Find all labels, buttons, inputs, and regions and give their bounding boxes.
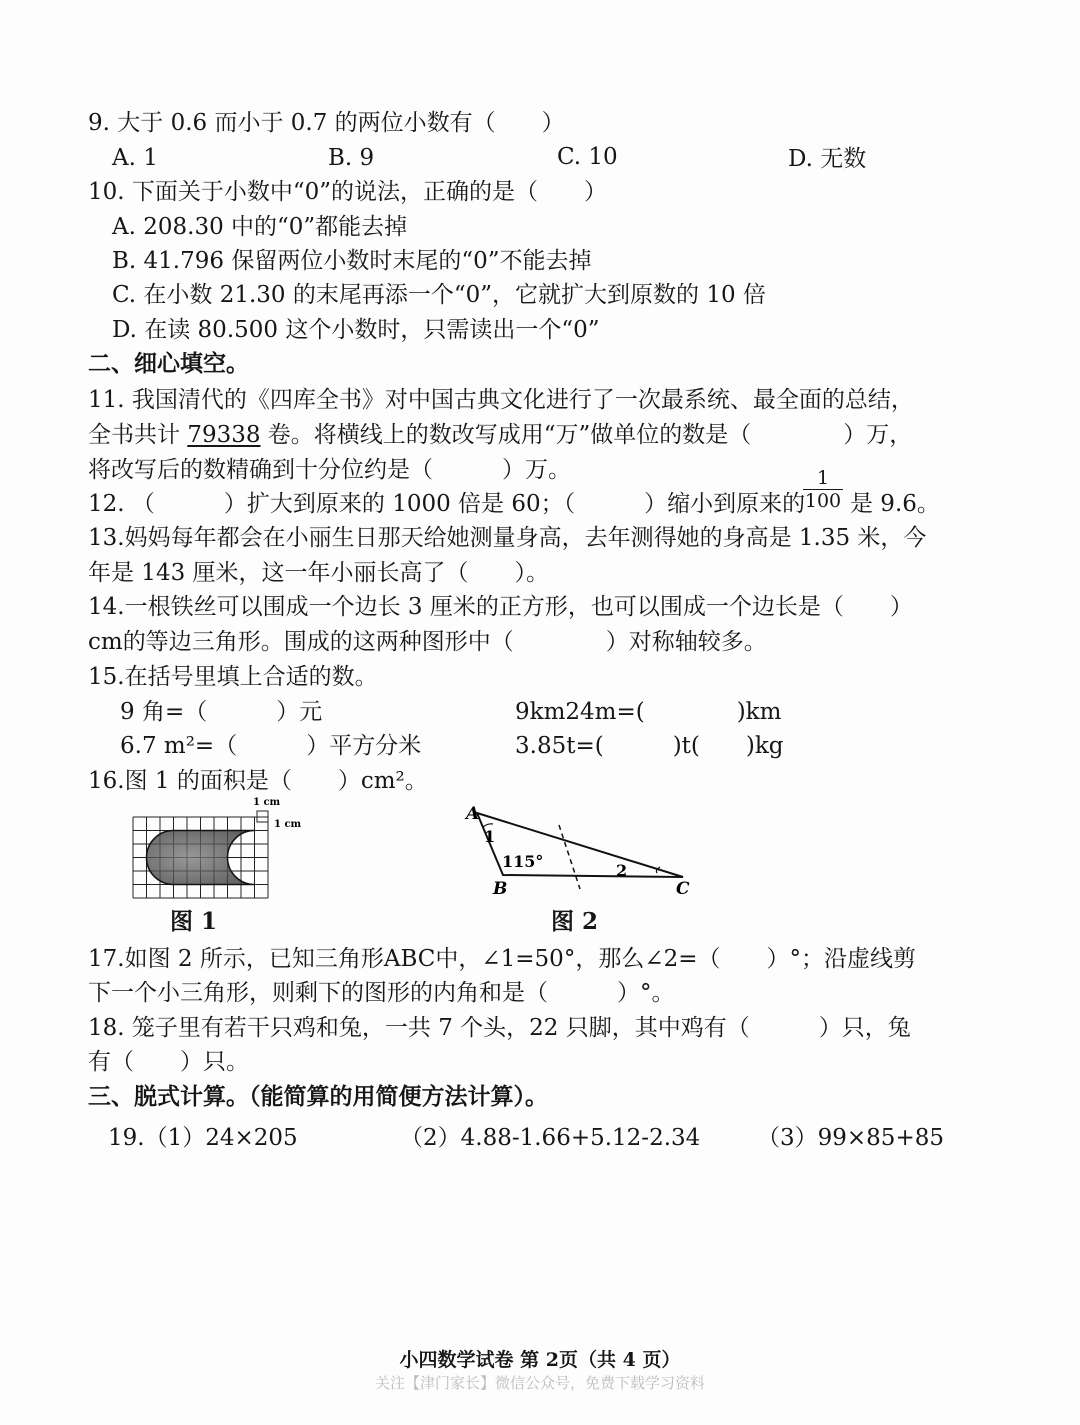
q11-line-2-post: 卷。将横线上的数改写成用“万”做单位的数是（ ）万， [260,422,913,448]
figure-1 [120,790,320,905]
figure-2-caption: 图 2 [551,908,599,935]
q14-line-2: cm的等边三角形。围成的这两种图形中（ ）对称轴较多。 [88,629,767,655]
q11-line-2-pre: 全书共计 [88,422,188,448]
q12-text-pre: 12. （ ）扩大到原来的 1000 倍是 60；（ ）缩小到原来的 [88,491,806,517]
q9-option-a: A. 1 [112,145,158,171]
q18-line-2: 有（ ）只。 [88,1049,249,1075]
q11-line-1: 11. 我国清代的《四库全书》对中国古典文化进行了一次最系统、最全面的总结， [88,387,914,413]
figure-2 [455,797,705,902]
watermark: 关注【津门家长】微信公众号，免费下载学习资料 [374,1374,705,1392]
figure-1-caption: 图 1 [170,908,218,935]
page-footer: 小四数学试卷 第 2页（共 4 页） [399,1349,681,1371]
figure-2-angle-b: 115° [502,852,544,871]
q19-item-3: （3）99×85+85 [757,1125,944,1151]
q15-item-1: 9 角=（ ）元 [120,699,323,725]
q19-item-2: （2）4.88-1.66+5.12-2.34 [400,1125,701,1151]
section-3-heading: 三、脱式计算。（能简算的用简便方法计算）。 [88,1083,548,1110]
figure-2-cut-line [559,825,580,889]
q10-option-a: A. 208.30 中的“0”都能去掉 [112,214,408,240]
q12-text-post: 是 9.6。 [850,491,940,517]
q11-underlined-number: 79338 [187,422,261,448]
figure-2-vertex-c: C [676,879,690,899]
q10-option-d: D. 在读 80.500 这个小数时，只需读出一个“0” [112,317,600,343]
q19-item-1: 19.（1）24×205 [108,1125,298,1151]
figure-2-angle-1: 1 [484,827,496,846]
q11-line-3: 将改写后的数精确到十分位约是（ ）万。 [88,457,571,483]
figure-2-vertex-b: B [493,879,508,899]
q12-fraction [803,467,843,512]
q10-option-c: C. 在小数 21.30 的末尾再添一个“0”，它就扩大到原数的 10 倍 [112,282,766,308]
q12-fraction-numerator: 1 [816,467,830,489]
figure-2-angle-2: 2 [616,861,628,880]
q12-fraction-denominator: 100 [804,490,842,512]
q16-stem: 16.图 1 的面积是（ ）cm²。 [88,768,428,794]
q15-item-4: 3.85t=( )t( )kg [515,733,784,759]
q10-stem: 10. 下面关于小数中“0”的说法，正确的是（ ） [88,179,608,205]
q9-stem: 9. 大于 0.6 而小于 0.7 的两位小数有（ ） [88,110,565,136]
q9-option-b: B. 9 [328,145,375,171]
q15-item-2: 9km24m=( )km [515,699,782,725]
q17-line-2: 下一个小三角形，则剩下的图形的内角和是（ ）°。 [88,980,675,1006]
q15-item-3: 6.7 m²=（ ）平方分米 [120,733,422,759]
q10-option-b: B. 41.796 保留两位小数时末尾的“0”不能去掉 [112,248,592,274]
figure-2-vertex-a: A [466,804,480,824]
section-2-heading: 二、细心填空。 [88,350,249,377]
q17-line-1: 17.如图 2 所示，已知三角形ABC中，∠1=50°，那么∠2=（ ）°；沿虚线剪 [88,946,916,972]
q9-option-d: D. 无数 [788,146,867,172]
q13-line-1: 13.妈妈每年都会在小丽生日那天给她测量身高，去年测得她的身高是 1.35 米，今 [88,525,927,551]
figure-1-unit-height: 1 cm [274,819,302,830]
q14-line-1: 14.一根铁丝可以围成一个边长 3 厘米的正方形，也可以围成一个边长是（ ） [88,594,913,620]
q15-stem: 15.在括号里填上合适的数。 [88,664,378,690]
q9-option-c: C. 10 [557,144,618,170]
q13-line-2: 年是 143 厘米，这一年小丽长高了（ ）。 [88,560,550,586]
q18-line-1: 18. 笼子里有若干只鸡和兔，一共 7 个头，22 只脚，其中鸡有（ ）只，兔 [88,1015,911,1041]
q11-line-2 [88,420,912,450]
figure-1-unit-width: 1 cm [253,797,281,808]
